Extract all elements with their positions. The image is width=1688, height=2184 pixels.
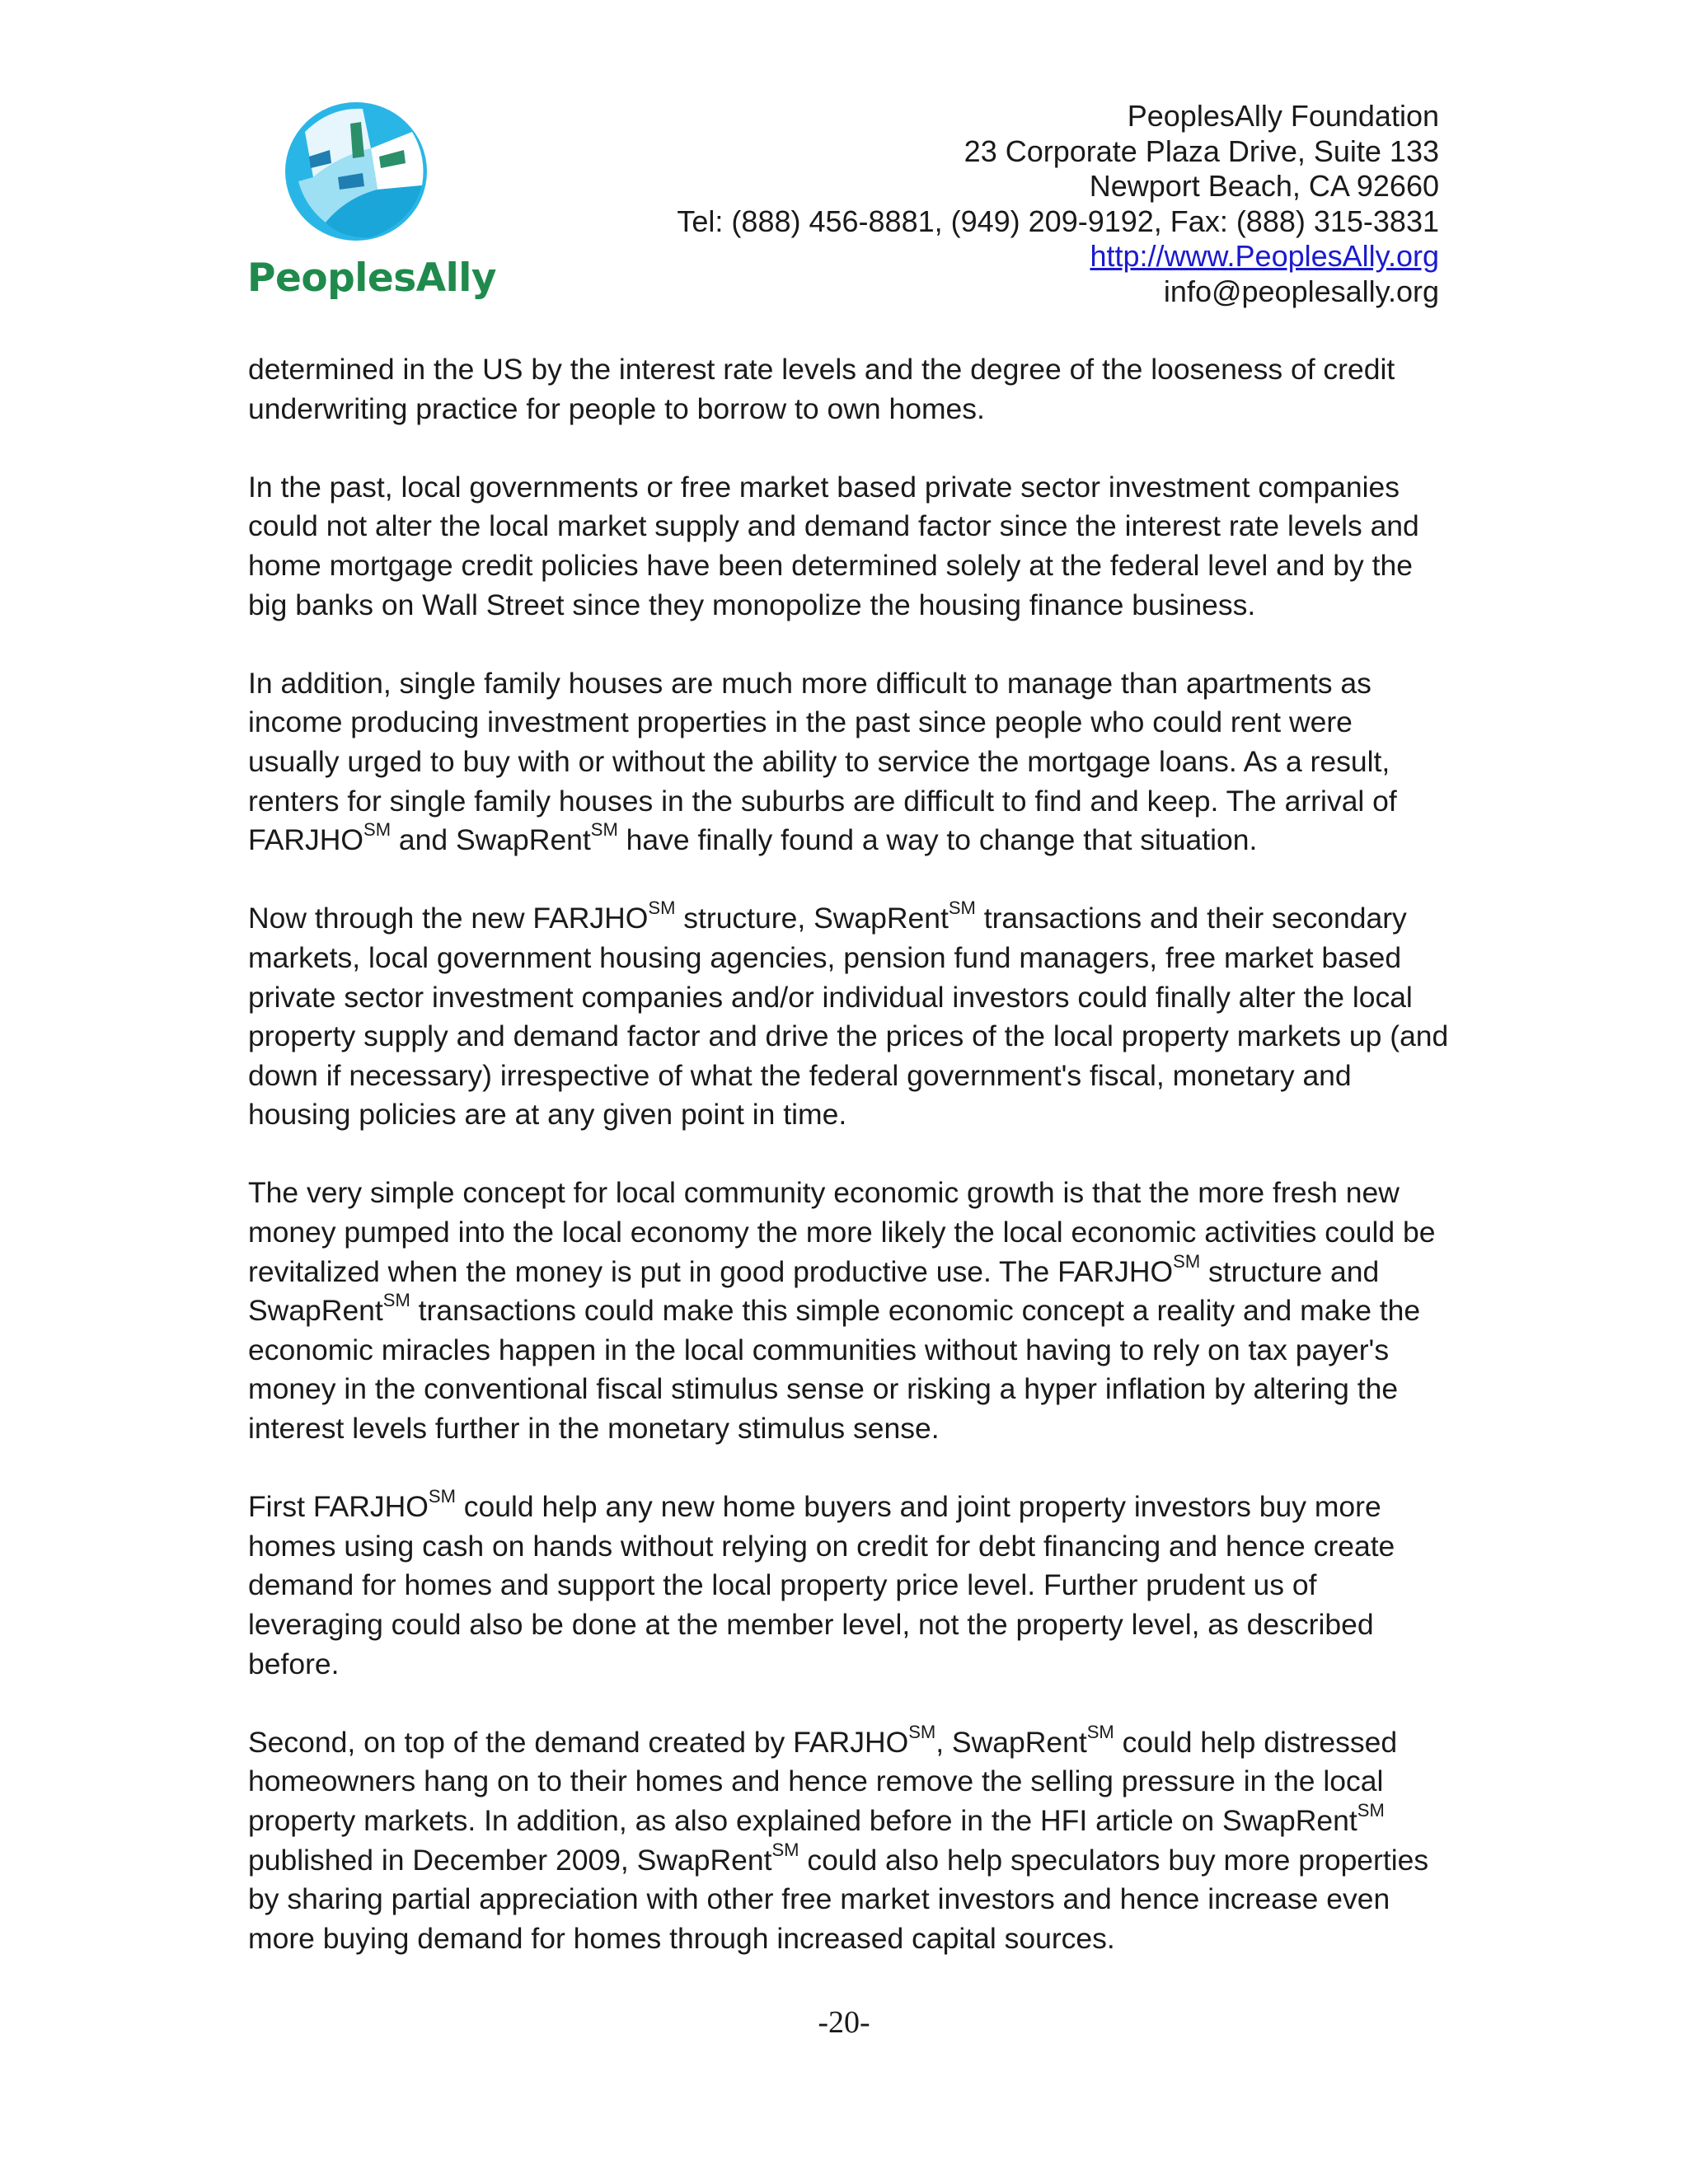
globe-icon [280,99,437,247]
text-run: , SwapRent [935,1725,1087,1759]
service-mark-superscript: SM [428,1486,456,1507]
text-run: could help any new home buyers and joint property investors buy more homes using cash on hands without relying on credit for debt financing and hence create demand for homes and support the local property price level. Further prudent us of leveraging could also be done at the member level, not the property level, as described before. [248,1490,1395,1680]
org-name: PeoplesAlly Foundation [1127,99,1439,133]
website-link[interactable]: http://www.PeoplesAlly.org [1090,239,1439,273]
paragraph-7 [248,1723,1451,1959]
service-mark-superscript: SM [771,1839,799,1860]
text-run: The very simple concept for local community economic growth is that the more fresh new money pumped into the local economy the more likely the local economic activities could be revitalized when the money is put in good productive use. The FARJHO [248,1176,1436,1288]
address-line-1: 23 Corporate Plaza Drive, Suite 133 [964,134,1439,168]
paragraph-1: determined in the US by the interest rate levels and the degree of the looseness of credit underwriting practice for people to borrow to own homes. [248,353,1395,425]
address-line-2: Newport Beach, CA 92660 [1089,169,1439,203]
paragraph-5 [248,1174,1451,1448]
paragraph-4 [248,899,1451,1135]
org-contact-block [677,99,1439,309]
text-run: could also help speculators buy more properties by sharing partial appreciation with other free market investors and hence increase even more buying demand for homes through increased capital sources. [248,1843,1429,1955]
text-run: and SwapRent [391,823,591,857]
service-mark-superscript: SM [948,898,976,919]
service-mark-superscript: SM [382,1290,410,1311]
text-run: structure and SwapRent [248,1254,1380,1328]
paragraph-2: In the past, local governments or free market based private sector investment companies could not alter the local market supply and demand factor since the interest rate levels and home mortgage credit policies have been determined solely at the federal level and by the big banks on Wall Street since they monopolize the housing finance business. [248,470,1419,621]
paragraph-6 [248,1488,1451,1684]
service-mark-superscript: SM [1173,1250,1201,1272]
service-mark-superscript: SM [1357,1799,1385,1821]
text-run: transactions could make this simple economic concept a reality and make the economic miracles happen in the local communities without having to rely on tax payer's money in the conventional fiscal stimulus sense or risking a hyper inflation by altering the interest levels further in the monetary stimulus sense. [248,1294,1421,1446]
text-run: First FARJHO [248,1490,429,1524]
paragraph-3 [248,664,1451,860]
service-mark-superscript: SM [908,1721,936,1742]
text-run: transactions and their secondary markets, local government housing agencies, pension fund managers, free market based private sector investment companies and/or individual investors could finally alter the local property supply and demand factor and drive the prices of the local property markets up (and down if necessary) irrespective of what the federal government's fiscal, monetary and housing policies are at any given point in time. [248,902,1449,1132]
email-address: info@peoplesally.org [1163,274,1439,308]
text-run: structure, SwapRent [675,902,949,935]
service-mark-superscript: SM [363,819,392,841]
text-run: Now through the new FARJHO [248,902,649,935]
document-body [248,350,1451,1998]
text-run: could help distressed homeowners hang on to their homes and hence remove the selling pressure in the local property markets. In addition, as also explained before in the HFI article on SwapRent [248,1725,1398,1837]
logo-text: PeoplesAlly [247,255,496,301]
text-run: In addition, single family houses are much more difficult to manage than apartments as income producing investment properties in the past since people who could rent were usually urged to buy with or without the ability to service the mortgage loans. As a result, renters for single family houses in the suburbs are difficult to find and keep. The arrival of FARJHO [248,666,1397,857]
service-mark-superscript: SM [1086,1721,1114,1742]
page-number: -20- [818,2005,870,2040]
service-mark-superscript: SM [590,819,618,841]
phone-fax: Tel: (888) 456-8881, (949) 209-9192, Fax: (888) 315-3831 [677,204,1439,238]
peoplesally-logo [247,99,496,313]
text-run: Second, on top of the demand created by FARJHO [248,1725,909,1759]
text-run: have finally found a way to change that situation. [617,823,1258,857]
text-run: published in December 2009, SwapRent [248,1843,772,1877]
service-mark-superscript: SM [648,898,676,919]
